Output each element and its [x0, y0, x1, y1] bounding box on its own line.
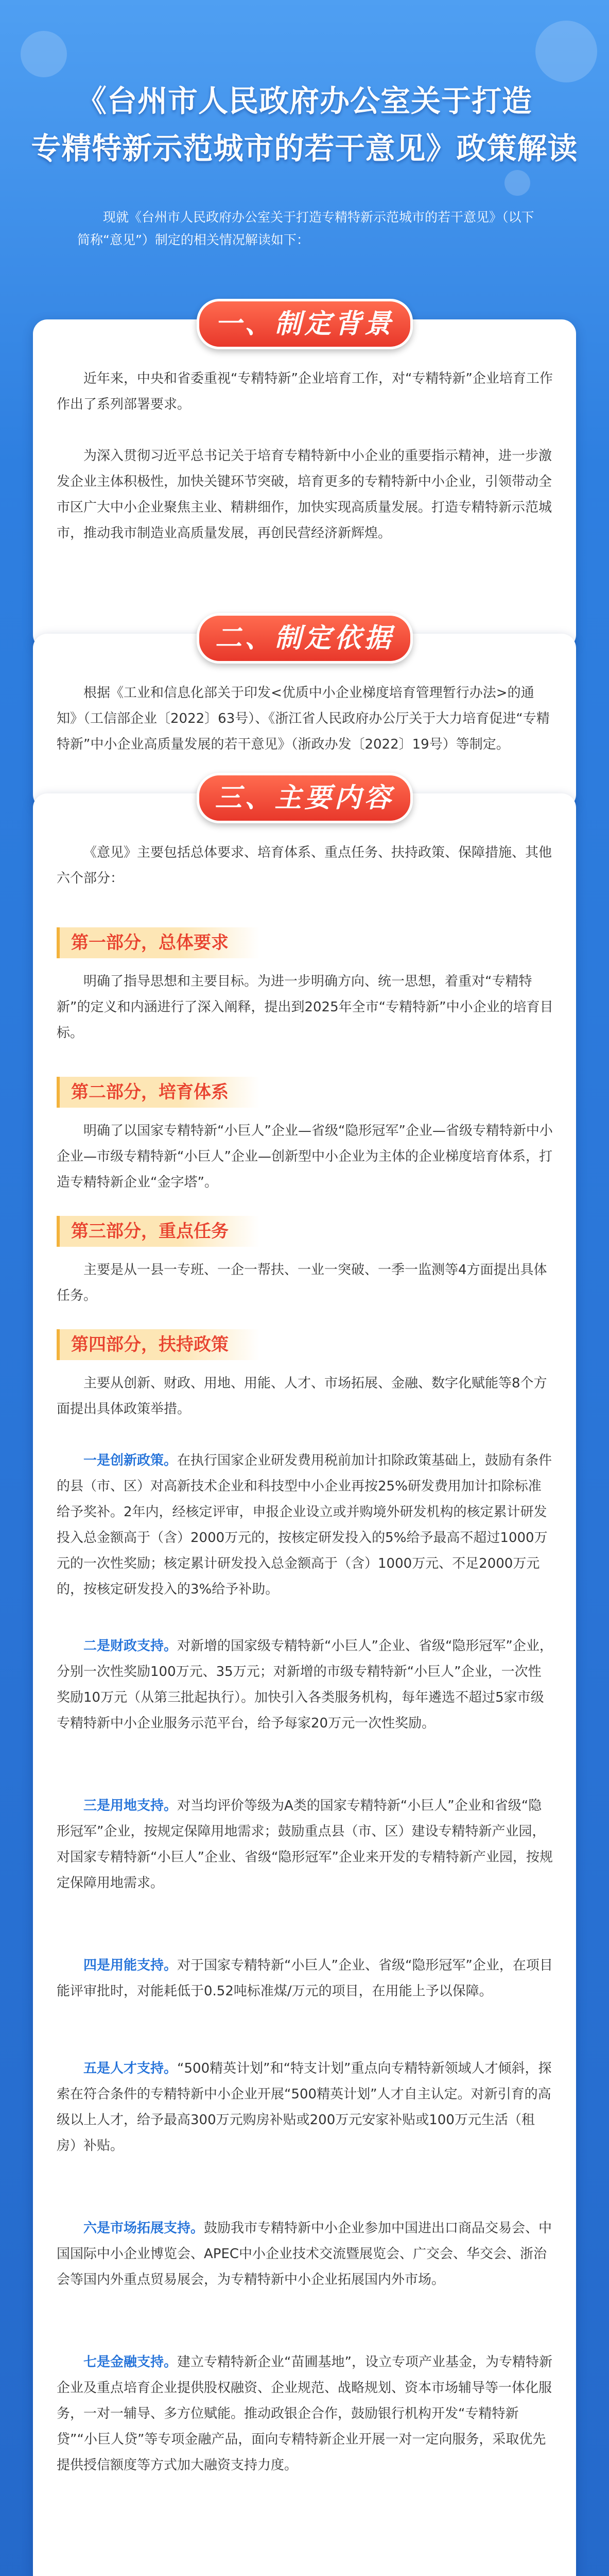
page-title: [21, 77, 588, 172]
part3-text: 主要是从一县一专班、一企一帮扶、一业一突破、一季一监测等4方面提出具体任务。: [57, 1262, 547, 1303]
decor-circle: [21, 31, 67, 77]
policy-6: [57, 2215, 553, 2293]
policy-7-lead: 七是金融支持。: [83, 2354, 178, 2370]
part1-text: 明确了指导思想和主要目标。为进一步明确方向、统一思想，着重对“专精特新”的定义和内涵进行了深入阐释，提出到2025年全市“专精特新”中小企业的培育目标。: [57, 974, 553, 1041]
policy-1-lead: 一是创新政策。: [83, 1453, 178, 1468]
page-title-line2: 专精特新示范城市的若干意见》政策解读: [31, 131, 578, 166]
section1-paragraph-1: 近年来，中央和省委重视“专精特新”企业培育工作，对“专精特新”企业培育工作作出了系列部署要求。: [57, 371, 553, 412]
policy-3: [57, 1793, 553, 1896]
policy-5: [57, 2056, 553, 2159]
section1-paragraph-2: 为深入贯彻习近平总书记关于培育专精特新中小企业的重要指示精神，进一步激发企业主体积极性，加快关键环节突破，培育更多的专精特新中小企业，引领带动全市区广大中小企业聚焦主业、精耕细作，加快实现高质量发展。打造专精特新示范城市，推动我市制造业高质量发展，再创民营经济新辉煌。: [57, 448, 552, 541]
part4-text: 主要从创新、财政、用地、用能、人才、市场拓展、金融、数字化赋能等8个方面提出具体政策举措。: [57, 1376, 547, 1417]
policy-5-text: “500精英计划”和“特支计划”重点向专精特新领域人才倾斜，探索在符合条件的专精特新中小企业开展“500精英计划”人才自主认定。对新引育的高级以上人才，给予最高300万元购房补贴或200万元安家补贴或100万元生活（租房）补贴。: [57, 2061, 552, 2154]
section2-paragraph-1: 根据《工业和信息化部关于印发<优质中小企业梯度培育管理暂行办法>的通知》（工信部企业〔2022〕63号）、《浙江省人民政府办公厅关于大力培育促进“专精特新”中小企业高质量发展的若干意见》（浙政办发〔2022〕19号）等制定。: [57, 685, 550, 752]
decor-circle: [535, 21, 597, 82]
policy-7: [57, 2349, 553, 2478]
decor-circle: [504, 170, 530, 196]
policy-4-text: 对于国家专精特新“小巨人”企业、省级“隐形冠军”企业，在项目能评审批时，对能耗低于0.52吨标准煤/万元的项目，在用能上予以保障。: [57, 1958, 553, 1999]
policy-4-lead: 四是用能支持。: [83, 1958, 178, 1973]
part3-tag: 第三部分，重点任务: [57, 1216, 259, 1247]
part2-text: 明确了以国家专精特新“小巨人”企业—省级“隐形冠军”企业—省级专精特新中小企业—市级专精特新“小巨人”企业—创新型中小企业为主体的企业梯度培育体系，打造专精特新企业“金字塔”。: [57, 1123, 553, 1190]
intro-text: 现就《台州市人民政府办公室关于打造专精特新示范城市的若干意见》（以下简称“意见”）制定的相关情况解读如下：: [77, 210, 534, 247]
section1-heading: 一、制定背景: [197, 299, 413, 349]
policy-3-lead: 三是用地支持。: [83, 1798, 178, 1814]
policy-5-lead: 五是人才支持。: [83, 2061, 178, 2076]
page-title-line1: 《台州市人民政府办公室关于打造: [76, 83, 532, 118]
part2-tag: 第二部分，培育体系: [57, 1077, 259, 1108]
policy-4: [57, 1953, 553, 2004]
policy-2-lead: 二是财政支持。: [83, 1638, 178, 1654]
section2-heading: 二、制定依据: [197, 613, 413, 664]
policy-7-text: 建立专精特新企业“苗圃基地”，设立专项产业基金，为专精特新企业及重点培育企业提供股权融资、企业规范、战略规划、资本市场辅导等一体化服务，一对一辅导、多方位赋能。推动政银企合作，鼓励银行机构开发“专精特新贷”“小巨人贷”等专项金融产品，面向专精特新企业开展一对一定向服务，采取优先提供授信额度等方式加大融资支持力度。: [57, 2354, 552, 2473]
policy-6-text: 鼓励我市专精特新中小企业参加中国进出口商品交易会、中国国际中小企业博览会、APEC中小企业技术交流暨展览会、广交会、华交会、浙治会等国内外重点贸易展会，为专精特新中小企业拓展国内外市场。: [57, 2221, 552, 2287]
policy-1: [57, 1448, 553, 1602]
policy-3-text: 对当均评价等级为A类的国家专精特新“小巨人”企业和省级“隐形冠军”企业，按规定保障用地需求；鼓励重点县（市、区）建设专精特新产业园，对国家专精特新“小巨人”企业、省级“隐形冠军”企业来开发的专精特新产业园，按规定保障用地需求。: [57, 1798, 553, 1891]
policy-6-lead: 六是市场拓展支持。: [83, 2221, 204, 2236]
section3-heading: 三、主要内容: [197, 773, 413, 823]
part1-tag: 第一部分，总体要求: [57, 927, 259, 958]
policy-1-text: 在执行国家企业研发费用税前加计扣除政策基础上，鼓励有条件的县（市、区）对高新技术企业和科技型中小企业再按25%研发费用加计扣除标准给予奖补。2年内，经核定评审，申报企业设立或并购境外研发机构的核定累计研发投入总金额高于（含）2000万元的，按核定研发投入的5%给予最高不超过1000万元的一次性奖励；核定累计研发投入总金额高于（含）1000万元、不足2000万元的，按核定研发投入的3%给予补助。: [57, 1453, 552, 1597]
policy-2-text: 对新增的国家级专精特新“小巨人”企业、省级“隐形冠军”企业，分别一次性奖励100万元、35万元；对新增的市级专精特新“小巨人”企业，一次性奖励10万元（从第三批起执行）。加快引入各类服务机构，每年遴选不超过5家市级专精特新中小企业服务示范平台，给予每家20万元一次性奖励。: [57, 1638, 553, 1731]
part4-tag: 第四部分，扶持政策: [57, 1329, 259, 1360]
section3-intro: 《意见》主要包括总体要求、培育体系、重点任务、扶持政策、保障措施、其他六个部分：: [57, 845, 552, 886]
policy-2: [57, 1633, 553, 1736]
